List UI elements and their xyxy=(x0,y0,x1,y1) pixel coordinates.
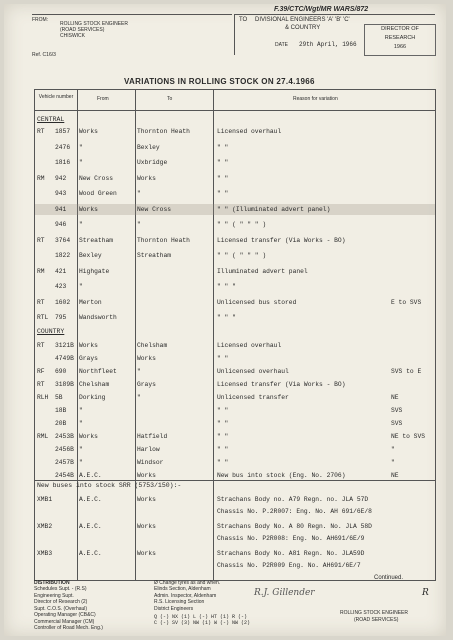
table-row xyxy=(35,366,435,377)
from-cell: A.E.C. xyxy=(79,550,102,557)
signer-title-2: (ROAD SERVICES) xyxy=(354,617,399,623)
reason-cell: " " xyxy=(217,174,229,182)
table-row xyxy=(35,418,435,429)
from-label: FROM: xyxy=(32,17,49,23)
to-cell: Works xyxy=(137,523,156,530)
from-cell: Merton xyxy=(79,298,102,306)
from-cell: Works xyxy=(79,342,98,349)
from-cell: A.E.C. xyxy=(79,523,102,530)
body-line: Strachans Body no. A79 Regn. no. JLA 57D xyxy=(217,496,369,503)
vehicle-type: RT xyxy=(37,298,45,306)
variations-table xyxy=(34,89,436,581)
handwritten-ref: F.39/CTC/Wgt/MR WARS/872 xyxy=(274,6,369,13)
to-cell: Streatham xyxy=(137,252,172,259)
distribution-block xyxy=(34,580,103,632)
date-label: DATE xyxy=(275,42,288,48)
vehicle-number: 690 xyxy=(55,368,67,375)
from-cell: Chelsham xyxy=(79,381,110,388)
reason-cell: Unlicensed overhaul xyxy=(217,368,289,375)
from-cell: " xyxy=(79,143,83,151)
tyre-note: Ø Change tyres as and when. xyxy=(154,580,221,586)
middle-notes xyxy=(154,580,250,626)
from-cell: Highgate xyxy=(79,267,110,275)
table-row xyxy=(35,266,435,277)
to-cell: " xyxy=(137,190,141,197)
to-cell: " xyxy=(137,221,141,228)
table-row xyxy=(35,405,435,416)
list-item: Schedules Supt. - (R.S) xyxy=(34,586,87,592)
reason-cell: " " xyxy=(217,420,229,427)
vehicle-number: 1602 xyxy=(55,298,71,306)
to-cell: Hatfield xyxy=(137,433,168,440)
vehicle-number: 18B xyxy=(55,407,67,414)
list-item: Admin. Inspector, Aldenham xyxy=(154,592,217,599)
from-org-1: ROLLING STOCK ENGINEER xyxy=(60,21,128,27)
vehicle-number: 795 xyxy=(55,314,67,321)
vehicle-number: 942 xyxy=(55,174,67,182)
vehicle-type: RML xyxy=(37,433,49,440)
list-item: Commercial Manager (CM) xyxy=(34,618,95,625)
table-row xyxy=(35,142,435,153)
vehicle-type: RT xyxy=(37,128,45,135)
table-row xyxy=(35,533,435,544)
continued-label: Continued. xyxy=(374,575,404,581)
vehicle-number: 3764 xyxy=(55,236,71,244)
signer-title-1: ROLLING STOCK ENGINEER xyxy=(340,610,408,616)
note-cell: E to SVS xyxy=(391,298,422,306)
note-cell: NE to SVS xyxy=(391,433,426,440)
from-cell: Bexley xyxy=(79,252,102,259)
reason-cell: " " xyxy=(217,190,229,197)
from-block xyxy=(32,14,232,43)
to-cell: Thornton Heath xyxy=(137,236,190,244)
list-item: Operating Manager (CB&C) xyxy=(34,612,96,618)
table-row xyxy=(35,560,435,571)
from-cell: A.E.C. xyxy=(79,472,102,479)
reason-cell: " " xyxy=(217,159,229,166)
table-row xyxy=(35,235,435,246)
to-cell: Works xyxy=(137,174,156,182)
note-cell: " xyxy=(391,446,395,453)
from-org-3: CHISWICK xyxy=(60,33,85,39)
reason-cell: " " xyxy=(217,355,229,362)
reason-cell: " " xyxy=(217,459,229,466)
table-row xyxy=(35,297,435,308)
from-cell: Works xyxy=(79,433,98,440)
to-text-2: & COUNTRY xyxy=(285,25,321,31)
vehicle-type: RT xyxy=(37,236,45,244)
from-cell: " xyxy=(79,159,83,166)
note-cell: NE xyxy=(391,472,399,479)
codes-line-1: Q (-) NX (1) L (-) HT (1) R (-) xyxy=(154,614,248,620)
note-cell: SVS to E xyxy=(391,368,422,375)
from-cell: A.E.C. xyxy=(79,496,102,503)
from-cell: " xyxy=(79,459,83,466)
table-row xyxy=(35,173,435,184)
from-cell: Northfleet xyxy=(79,368,117,375)
note-cell: NE xyxy=(391,394,399,401)
reference: Ref. C16/3 xyxy=(32,52,56,58)
to-cell: Grays xyxy=(137,381,156,388)
from-cell: Streatham xyxy=(79,236,114,244)
col-vehicle-header: Vehicle number xyxy=(38,94,74,100)
table-row xyxy=(35,157,435,168)
from-cell: New Cross xyxy=(79,174,114,182)
list-item: Supt. C.O.S. (Overhaul) xyxy=(34,605,88,612)
to-cell: " xyxy=(137,394,141,401)
table-row xyxy=(35,219,435,230)
table-row xyxy=(35,379,435,390)
reason-cell: " " xyxy=(217,407,229,414)
to-cell: Chelsham xyxy=(137,342,168,349)
to-cell: Works xyxy=(137,550,156,557)
to-cell: Harlow xyxy=(137,446,160,453)
vehicle-number: 943 xyxy=(55,190,67,197)
vehicle-number: XMB2 xyxy=(37,523,53,530)
col-from-header: From xyxy=(97,96,109,102)
from-cell: Works xyxy=(79,128,98,135)
table-row xyxy=(35,312,435,323)
list-item: Elinds Section, Aldenham xyxy=(154,586,211,592)
reason-cell: Illuminated advert panel xyxy=(217,267,308,275)
distribution-list xyxy=(34,586,103,632)
to-cell: Works xyxy=(137,355,156,362)
note-cell: SVS xyxy=(391,407,403,414)
list-item: District Engineers xyxy=(154,605,194,612)
from-cell: " xyxy=(79,283,83,290)
vehicle-type: RT xyxy=(37,342,45,349)
table-row xyxy=(35,494,435,505)
reason-cell: " " " xyxy=(217,314,236,321)
table-row xyxy=(35,521,435,532)
to-cell: Thornton Heath xyxy=(137,128,190,135)
vehicle-type: RTL xyxy=(37,314,49,321)
from-cell: " xyxy=(79,420,83,427)
col-reason-header: Reason for variation xyxy=(293,96,338,102)
reason-cell: " " (Illuminated advert panel) xyxy=(217,205,331,213)
vehicle-number: 2476 xyxy=(55,143,71,151)
to-label: TO xyxy=(239,17,248,23)
reason-cell: Unlicensed bus stored xyxy=(217,298,297,306)
body-line: Strachans Body No. A81 Regn. No. JLA59D xyxy=(217,550,365,557)
vehicle-number: 20B xyxy=(55,420,67,427)
list-item: Director of Research (2) xyxy=(34,599,88,605)
handwritten-mark: R xyxy=(422,588,429,598)
table-row xyxy=(35,353,435,364)
document-title: VARIATIONS IN ROLLING STOCK ON 27.4.1966 xyxy=(124,77,315,86)
vehicle-number: 5B xyxy=(55,394,63,401)
received-stamp xyxy=(364,24,436,56)
vehicle-number: 946 xyxy=(55,221,67,228)
from-cell: " xyxy=(79,446,83,453)
table-row xyxy=(35,281,435,292)
vehicle-number: 423 xyxy=(55,283,67,290)
col-to-header: To xyxy=(167,96,173,102)
table-row xyxy=(35,506,435,517)
to-cell: Works xyxy=(137,496,156,503)
reason-cell: " " xyxy=(217,433,229,440)
table-row xyxy=(35,548,435,559)
vehicle-number: 941 xyxy=(55,205,67,213)
reason-cell: Unlicensed transfer xyxy=(217,394,289,401)
to-cell: Bexley xyxy=(137,143,160,151)
vehicle-number: 421 xyxy=(55,267,67,275)
vehicle-number: 4749B xyxy=(55,355,74,362)
to-cell: Works xyxy=(137,472,156,479)
section-central: CENTRAL xyxy=(37,116,65,123)
reason-cell: Licensed overhaul xyxy=(217,342,282,349)
table-row xyxy=(35,126,435,137)
from-cell: Dorking xyxy=(79,394,106,401)
vehicle-type: RM xyxy=(37,174,45,182)
reason-cell: Licensed transfer (Via Works - BO) xyxy=(217,381,346,388)
table-row xyxy=(35,457,435,468)
reason-cell: " " ( " " " ) xyxy=(217,221,267,228)
vehicle-number: 1816 xyxy=(55,159,71,166)
from-cell: Grays xyxy=(79,355,98,362)
reason-cell: Licensed transfer (Via Works - BO) xyxy=(217,236,346,244)
stamp-line-1: DIRECTOR OF xyxy=(381,26,419,32)
vehicle-number: 3121B xyxy=(55,342,74,349)
reason-cell: " " xyxy=(217,446,229,453)
reason-cell: " " " xyxy=(217,283,236,290)
reason-cell: Licensed overhaul xyxy=(217,128,282,135)
codes-line-2: C (-) SV (3) NW (1) W (-) NW (2) xyxy=(154,620,251,626)
chassis-line: Chassis No. P.2R007: Eng. No. AH 691/6E/8 xyxy=(217,508,372,515)
to-cell: " xyxy=(137,368,141,375)
new-buses-heading: New buses into stock SRR (5753/150):- xyxy=(37,482,182,489)
vehicle-number: 2457B xyxy=(55,459,74,466)
chassis-line: Chassis No. P2R008: Eng. No. AH691/6E/9 xyxy=(217,535,365,542)
signature: R.J. Gillender xyxy=(254,588,315,598)
to-cell: Windsor xyxy=(137,459,164,466)
from-org-2: (ROAD SERVICES) xyxy=(60,27,105,33)
distribution-heading: DISTRIBUTION xyxy=(34,580,70,586)
stamp-line-3: 1966 xyxy=(393,44,407,50)
table-row xyxy=(35,204,435,215)
vehicle-number: XMB3 xyxy=(37,550,53,557)
table-row xyxy=(35,340,435,351)
vehicle-number: 1822 xyxy=(55,252,71,259)
to-cell: Uxbridge xyxy=(137,159,168,166)
vehicle-number: 3189B xyxy=(55,381,74,388)
note-cell: SVS xyxy=(391,420,403,427)
vehicle-type: RLH xyxy=(37,394,49,401)
body-line: Strachans Body No. A 80 Regn. No. JLA 58D xyxy=(217,523,372,530)
table-row xyxy=(35,392,435,403)
to-cell: New Cross xyxy=(137,205,172,213)
stamp-line-2: RESEARCH xyxy=(384,35,416,41)
from-cell: " xyxy=(79,221,83,228)
table-row xyxy=(35,431,435,442)
reason-cell: " " ( " " " ) xyxy=(217,252,267,259)
document-page xyxy=(4,4,446,636)
vehicle-number: 2453B xyxy=(55,433,74,440)
vehicle-number: 1857 xyxy=(55,128,71,135)
from-cell: " xyxy=(79,407,83,414)
vehicle-type: RM xyxy=(37,267,45,275)
note-cell: " xyxy=(391,459,395,466)
vehicle-number: 2456B xyxy=(55,446,74,453)
from-cell: Wood Green xyxy=(79,190,117,197)
table-row xyxy=(35,250,435,261)
reason-cell: New bus into stock (Eng. No. 2706) xyxy=(217,472,346,479)
table-row xyxy=(35,444,435,455)
vehicle-number: 2454B xyxy=(55,472,74,479)
middle-list xyxy=(154,586,250,612)
table-row xyxy=(35,188,435,199)
date-value: 29th April, 1966 xyxy=(299,41,357,48)
vehicle-type: RF xyxy=(37,368,45,375)
reason-cell: " " xyxy=(217,143,229,151)
to-text: DIVISIONAL ENGINEERS 'A' 'B' 'C' xyxy=(255,17,350,23)
vehicle-number: XMB1 xyxy=(37,496,53,503)
chassis-line: Chassis No. P2R009 Eng. No. AH691/6E/7 xyxy=(217,562,361,569)
section-country: COUNTRY xyxy=(37,328,65,335)
list-item: Engineering Supt. xyxy=(34,592,74,599)
list-item: R.S. Licensing Section xyxy=(154,599,205,605)
from-cell: Wandsworth xyxy=(79,314,117,321)
from-cell: Works xyxy=(79,205,98,213)
vehicle-type: RT xyxy=(37,381,45,388)
list-item: Controller of Road Mech. Eng.) xyxy=(34,625,103,631)
